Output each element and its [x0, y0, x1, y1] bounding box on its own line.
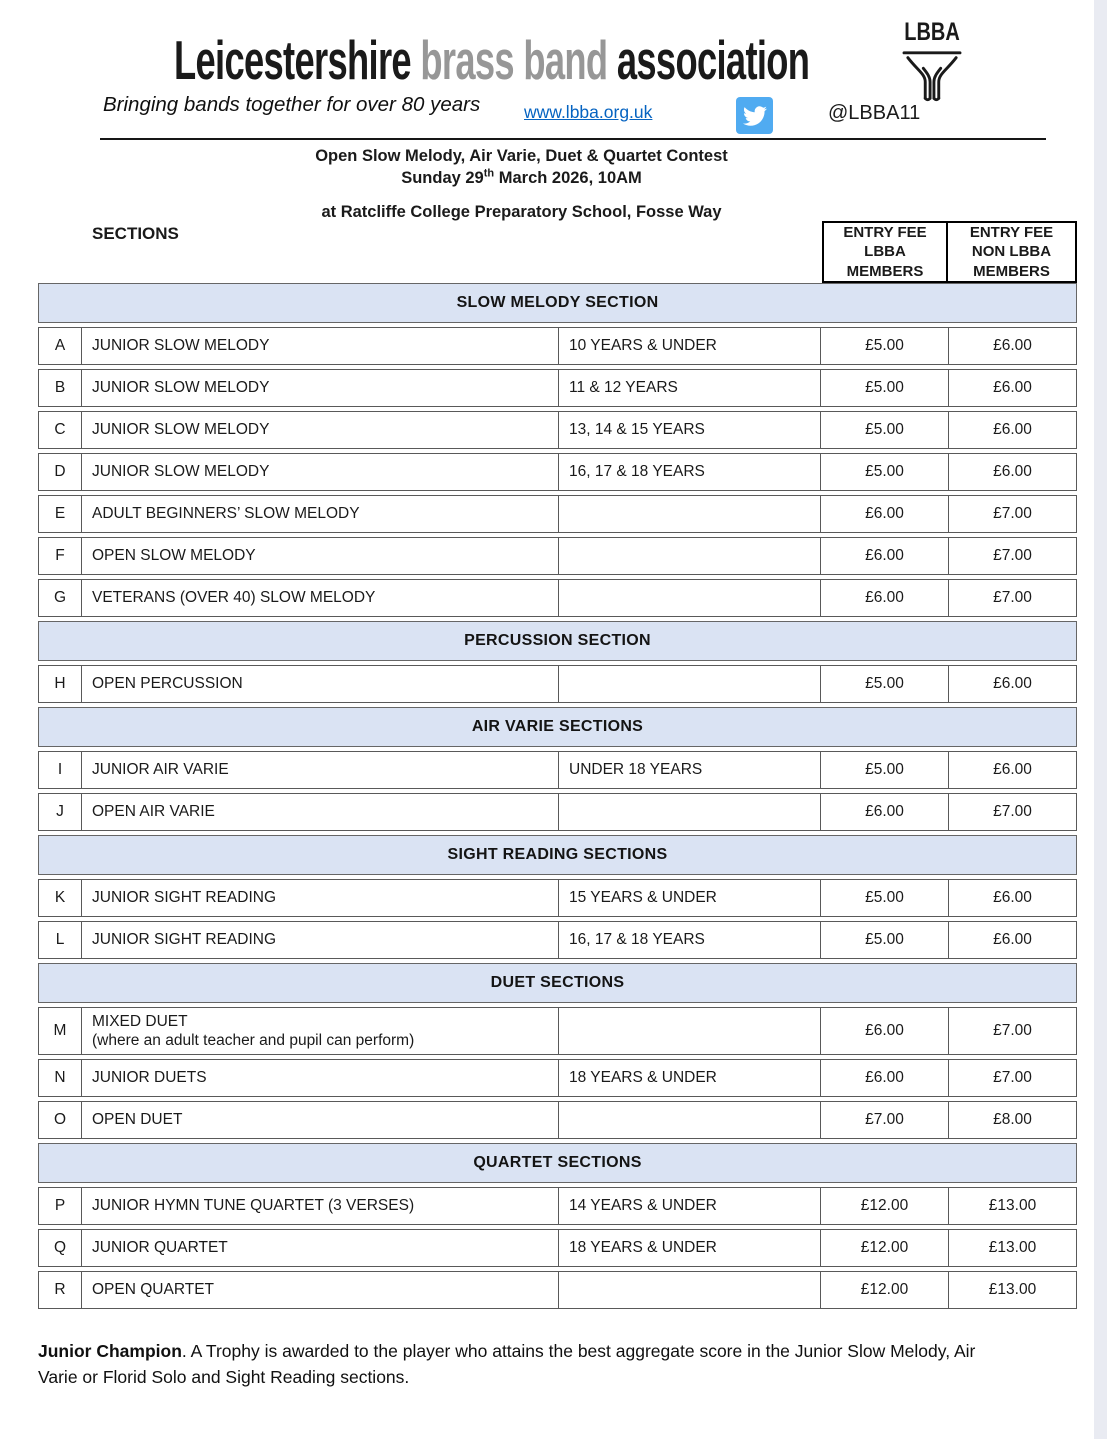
row-age-group: 10 YEARS & UNDER [559, 328, 821, 364]
row-letter: P [39, 1188, 82, 1224]
row-fee-nonmember: £6.00 [993, 421, 1032, 438]
table-row [38, 793, 1077, 831]
section-band: PERCUSSION SECTION [38, 621, 1077, 661]
contest-date-ordinal: th [483, 167, 495, 180]
row-fee-member: £5.00 [821, 370, 949, 406]
row-age-group: 14 YEARS & UNDER [559, 1188, 821, 1224]
row-letter: N [39, 1060, 82, 1096]
row-event-name-line: JUNIOR SLOW MELODY [92, 463, 270, 481]
row-fee-member: £6.00 [821, 1060, 949, 1096]
fee-header-line: LBBA [864, 243, 906, 261]
section-band: QUARTET SECTIONS [38, 1143, 1077, 1183]
row-event-name-line: JUNIOR SLOW MELODY [92, 337, 270, 355]
row-event-name-line: OPEN DUET [92, 1111, 183, 1129]
twitter-bird-icon [743, 104, 767, 128]
fee-header-line: MEMBERS [973, 262, 1050, 280]
row-fee-member: £12.00 [821, 1272, 949, 1308]
section-band: DUET SECTIONS [38, 963, 1077, 1003]
junior-champion-text: . A Trophy is awarded to the player who attains the best aggregate score in the Junior Slow Melody, Air Varie or Florid Solo and Sight Reading sections. [38, 1341, 976, 1388]
junior-champion-note [38, 1338, 976, 1391]
row-fee-nonmember: £7.00 [993, 547, 1032, 564]
row-event-name [82, 880, 559, 916]
contest-date-prefix: Sunday 29 [401, 168, 484, 187]
row-letter: K [39, 880, 82, 916]
row-event-name [82, 580, 559, 616]
row-fee-nonmember: £6.00 [993, 337, 1032, 354]
table-row [38, 453, 1077, 491]
row-letter: I [39, 752, 82, 788]
row-letter: O [39, 1102, 82, 1138]
row-event-name-line: OPEN QUARTET [92, 1281, 215, 1299]
row-age-group: UNDER 18 YEARS [559, 752, 821, 788]
row-age-group [559, 496, 821, 532]
row-event-name-line: VETERANS (OVER 40) SLOW MELODY [92, 589, 376, 607]
row-event-name [82, 794, 559, 830]
row-fee-nonmember: £7.00 [993, 505, 1032, 522]
row-age-group [559, 1008, 821, 1054]
row-fee-member: £7.00 [821, 1102, 949, 1138]
fee-header-members [822, 221, 948, 283]
row-age-group: 15 YEARS & UNDER [559, 880, 821, 916]
row-fee-nonmember: £6.00 [993, 675, 1032, 692]
row-letter: C [39, 412, 82, 448]
row-age-group [559, 1272, 821, 1308]
row-fee-member: £6.00 [821, 538, 949, 574]
table-row [38, 411, 1077, 449]
row-event-name-line: JUNIOR DUETS [92, 1069, 207, 1087]
row-letter: H [39, 666, 82, 702]
fee-header-line: ENTRY FEE [843, 224, 927, 242]
fee-header-line: ENTRY FEE [969, 224, 1054, 242]
row-event-name [82, 666, 559, 702]
row-letter: F [39, 538, 82, 574]
header-divider [100, 138, 1046, 140]
row-fee-member: £6.00 [821, 496, 949, 532]
row-fee-nonmember: £13.00 [988, 1239, 1037, 1256]
fee-table [38, 283, 1077, 1313]
row-age-group [559, 538, 821, 574]
row-fee-member: £12.00 [821, 1230, 949, 1266]
contest-date [0, 168, 1043, 190]
row-event-name-line: JUNIOR AIR VARIE [92, 761, 229, 779]
row-fee-member: £6.00 [821, 580, 949, 616]
website-link[interactable]: www.lbba.org.uk [524, 102, 653, 122]
row-fee-nonmember: £6.00 [993, 931, 1032, 948]
row-event-name [82, 496, 559, 532]
junior-champion-lead: Junior Champion [38, 1341, 182, 1361]
row-event-name-line: OPEN PERCUSSION [92, 675, 243, 693]
sections-label: SECTIONS [92, 224, 179, 243]
row-fee-member: £6.00 [821, 1008, 949, 1054]
row-age-group: 16, 17 & 18 YEARS [559, 454, 821, 490]
row-event-name-line: JUNIOR HYMN TUNE QUARTET (3 VERSES) [92, 1197, 415, 1215]
row-event-name-line: ADULT BEGINNERS’ SLOW MELODY [92, 505, 360, 523]
row-event-name-line: MIXED DUET [92, 1012, 188, 1030]
lbba-logo-text: LBBA [904, 18, 960, 46]
row-event-name [82, 1060, 559, 1096]
row-event-name-line: OPEN AIR VARIE [92, 803, 215, 821]
table-row [38, 1187, 1077, 1225]
row-age-group [559, 580, 821, 616]
row-fee-nonmember: £6.00 [993, 761, 1032, 778]
contest-title: Open Slow Melody, Air Varie, Duet & Quartet Contest [315, 147, 728, 165]
table-row [38, 1007, 1077, 1055]
row-fee-nonmember: £6.00 [993, 889, 1032, 906]
row-letter: G [39, 580, 82, 616]
section-band: AIR VARIE SECTIONS [38, 707, 1077, 747]
row-fee-nonmember: £13.00 [988, 1197, 1037, 1214]
row-event-name [82, 538, 559, 574]
row-age-group [559, 1102, 821, 1138]
row-fee-nonmember: £8.00 [993, 1111, 1032, 1128]
table-row [38, 879, 1077, 917]
contest-title-block [0, 146, 1043, 190]
row-letter: M [39, 1008, 82, 1054]
org-title-part1: Leicestershire [174, 29, 421, 91]
row-letter: J [39, 794, 82, 830]
org-title-part3: association [607, 29, 810, 91]
table-row [38, 369, 1077, 407]
fee-header-line: MEMBERS [846, 262, 924, 280]
twitter-icon [736, 97, 773, 134]
row-event-name-line: JUNIOR SIGHT READING [92, 931, 277, 949]
row-fee-member: £5.00 [821, 454, 949, 490]
row-fee-nonmember: £7.00 [993, 1022, 1032, 1039]
row-fee-member: £5.00 [821, 880, 949, 916]
org-tagline: Bringing bands together for over 80 years [103, 93, 481, 116]
row-fee-nonmember: £13.00 [988, 1281, 1037, 1298]
row-event-name [82, 922, 559, 958]
row-event-name [82, 412, 559, 448]
lbba-logo [896, 18, 968, 105]
table-row [38, 537, 1077, 575]
row-fee-member: £5.00 [821, 412, 949, 448]
table-row [38, 1101, 1077, 1139]
contest-venue: at Ratcliffe College Preparatory School, Fosse Way [321, 203, 722, 221]
row-event-name [82, 1230, 559, 1266]
row-event-name [82, 328, 559, 364]
row-fee-nonmember: £7.00 [993, 803, 1032, 820]
row-event-note: (where an adult teacher and pupil can perform) [92, 1032, 415, 1049]
table-row [38, 751, 1077, 789]
row-letter: Q [39, 1230, 82, 1266]
table-row [38, 495, 1077, 533]
table-row [38, 1271, 1077, 1309]
org-title [174, 28, 809, 92]
row-event-name-line: JUNIOR QUARTET [92, 1239, 228, 1257]
table-row [38, 579, 1077, 617]
row-age-group [559, 666, 821, 702]
row-event-name [82, 1188, 559, 1224]
row-event-name [82, 1008, 559, 1054]
row-event-name [82, 1272, 559, 1308]
row-fee-member: £12.00 [821, 1188, 949, 1224]
row-age-group: 18 YEARS & UNDER [559, 1060, 821, 1096]
row-fee-nonmember: £7.00 [993, 589, 1032, 606]
org-title-part2: brass band [420, 29, 608, 91]
row-event-name [82, 752, 559, 788]
table-row [38, 1059, 1077, 1097]
row-age-group: 11 & 12 YEARS [559, 370, 821, 406]
row-event-name-line: JUNIOR SLOW MELODY [92, 421, 270, 439]
twitter-handle: @LBBA11 [828, 102, 921, 124]
row-fee-nonmember: £6.00 [993, 379, 1032, 396]
row-event-name-line: JUNIOR SLOW MELODY [92, 379, 270, 397]
row-letter: R [39, 1272, 82, 1308]
row-fee-nonmember: £6.00 [993, 463, 1032, 480]
row-letter: L [39, 922, 82, 958]
table-row [38, 1229, 1077, 1267]
row-age-group [559, 794, 821, 830]
fee-header-line: NON LBBA [971, 243, 1052, 261]
row-event-name-line: JUNIOR SIGHT READING [92, 889, 277, 907]
contest-date-suffix: March 2026, 10AM [494, 168, 642, 187]
row-letter: D [39, 454, 82, 490]
table-row [38, 327, 1077, 365]
row-event-name [82, 370, 559, 406]
table-row [38, 665, 1077, 703]
section-band: SLOW MELODY SECTION [38, 283, 1077, 323]
row-age-group: 16, 17 & 18 YEARS [559, 922, 821, 958]
row-fee-member: £6.00 [821, 794, 949, 830]
fee-column-headers [822, 221, 1077, 283]
row-letter: B [39, 370, 82, 406]
row-fee-member: £5.00 [821, 922, 949, 958]
section-band: SIGHT READING SECTIONS [38, 835, 1077, 875]
row-fee-member: £5.00 [821, 752, 949, 788]
row-fee-member: £5.00 [821, 666, 949, 702]
row-age-group: 13, 14 & 15 YEARS [559, 412, 821, 448]
row-fee-nonmember: £7.00 [993, 1069, 1032, 1086]
lbba-funnel-icon [901, 49, 963, 105]
row-age-group: 18 YEARS & UNDER [559, 1230, 821, 1266]
row-event-name [82, 1102, 559, 1138]
table-row [38, 921, 1077, 959]
row-event-name [82, 454, 559, 490]
row-letter: E [39, 496, 82, 532]
page-edge [1094, 0, 1107, 1439]
fee-header-nonmembers [948, 221, 1077, 283]
row-event-name-line: OPEN SLOW MELODY [92, 547, 256, 565]
row-fee-member: £5.00 [821, 328, 949, 364]
row-letter: A [39, 328, 82, 364]
